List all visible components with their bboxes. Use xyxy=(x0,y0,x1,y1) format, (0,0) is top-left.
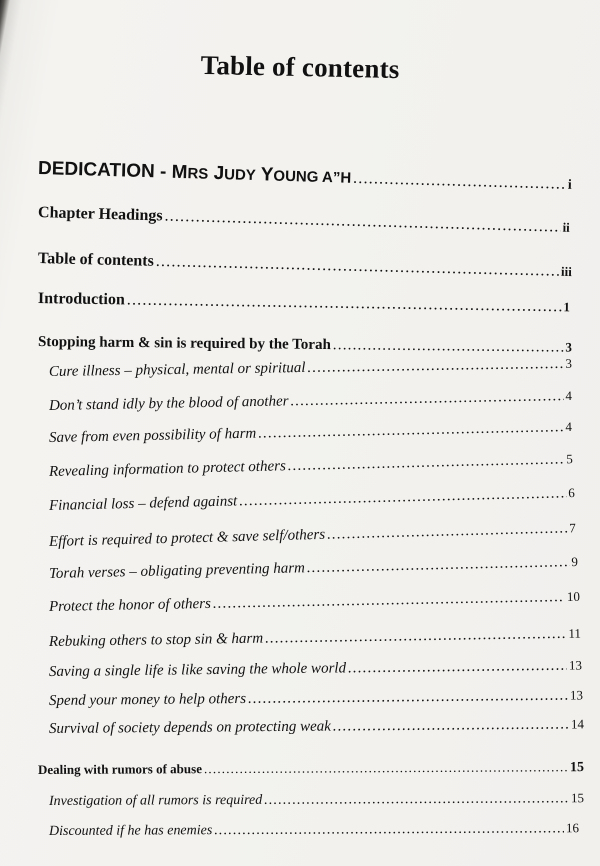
toc-leader-dots xyxy=(156,253,560,281)
toc-entry-label: Torah verses – obligating preventing harm xyxy=(48,560,306,582)
toc-entry-discounted-enemies[interactable] xyxy=(49,820,579,840)
toc-entry-page: i xyxy=(567,177,572,193)
toc-entry-label: Financial loss – defend against xyxy=(48,493,238,514)
toc-entry-label: Save from even possibility of harm xyxy=(48,425,257,446)
toc-entry-page: 15 xyxy=(569,760,585,776)
toc-entry-label: Discounted if he has enemies xyxy=(48,823,213,839)
toc-leader-dots xyxy=(333,716,569,735)
toc-entry-dealing-with-rumors[interactable] xyxy=(38,759,584,779)
toc-entry-page: 11 xyxy=(568,625,582,641)
toc-entry-dedication[interactable] xyxy=(38,158,572,195)
toc-entry-label: DEDICATION - MRS JUDY YOUNG A”H xyxy=(37,158,352,187)
toc-entry-page: 1 xyxy=(563,299,571,315)
toc-entry-saving-single-life[interactable] xyxy=(49,657,582,681)
toc-leader-dots xyxy=(307,356,563,377)
toc-entry-label: Introduction xyxy=(37,290,125,309)
toc-entry-page: 13 xyxy=(569,687,584,703)
toc-leader-dots xyxy=(333,337,564,356)
toc-leader-dots xyxy=(248,688,568,708)
toc-entry-label: Stopping harm & sin is required by the Torah xyxy=(37,334,331,354)
toc-entry-label: Investigation of all rumors is required xyxy=(48,792,263,809)
toc-entry-label: Chapter Headings xyxy=(37,204,163,225)
toc-entry-label: Don’t stand idly by the blood of another xyxy=(48,393,289,414)
toc-entry-page: 16 xyxy=(565,820,580,836)
toc-entry-page: ii xyxy=(562,219,571,235)
toc-leader-dots xyxy=(353,170,566,194)
toc-entry-financial-loss[interactable] xyxy=(49,485,575,515)
toc-entry-label: Protect the honor of others xyxy=(48,595,212,615)
toc-entry-page: 13 xyxy=(568,657,583,673)
toc-entry-survival-of-society[interactable] xyxy=(49,716,584,738)
page-title: Table of contents xyxy=(200,49,400,85)
toc-leader-dots xyxy=(214,821,564,839)
toc-leader-dots xyxy=(204,759,568,777)
toc-entry-label: Effort is required to protect & save self/others xyxy=(48,526,326,550)
toc-entry-page: 7 xyxy=(569,520,576,536)
toc-entry-torah-verses[interactable] xyxy=(49,554,578,583)
toc-leader-dots xyxy=(213,589,565,613)
toc-entry-page: 3 xyxy=(565,339,573,355)
toc-entry-label: Spend your money to help others xyxy=(48,690,247,709)
toc-entry-label: Dealing with rumors of abuse xyxy=(37,761,202,777)
toc-entry-page: 3 xyxy=(565,355,573,371)
toc-entry-rebuking-others[interactable] xyxy=(49,626,581,651)
toc-entry-label: Survival of society depends on protecting weak xyxy=(48,718,331,737)
toc-leader-dots xyxy=(127,291,562,316)
toc-leader-dots xyxy=(290,388,563,410)
toc-leader-dots xyxy=(307,554,570,577)
toc-leader-dots xyxy=(239,485,566,510)
toc-entry-effort-required[interactable] xyxy=(49,520,576,551)
toc-entry-spend-money[interactable] xyxy=(49,687,583,710)
toc-entry-label: Cure illness – physical, mental or spiritual xyxy=(48,359,306,380)
toc-leader-dots xyxy=(265,626,567,648)
toc-entry-page: 5 xyxy=(566,451,574,467)
toc-entry-page: 4 xyxy=(565,419,573,435)
toc-leader-dots xyxy=(348,658,567,678)
toc-entry-page: 9 xyxy=(571,554,579,570)
toc-entry-investigation-of-rumors[interactable] xyxy=(49,790,584,810)
toc-entry-label: Saving a single life is like saving the whole world xyxy=(48,660,347,680)
toc-entry-table-of-contents[interactable] xyxy=(38,250,572,281)
toc-entry-label: Rebuking others to stop sin & harm xyxy=(48,630,264,650)
toc-leader-dots xyxy=(264,791,569,809)
toc-leader-dots xyxy=(327,520,568,543)
toc-entry-revealing-information[interactable] xyxy=(49,451,573,481)
toc-entry-protect-honor[interactable] xyxy=(49,589,580,616)
toc-entry-dont-stand-idly[interactable] xyxy=(49,388,572,415)
toc-entry-save-from-harm[interactable] xyxy=(49,419,572,447)
toc-leader-dots xyxy=(258,419,563,442)
toc-entry-page: 6 xyxy=(568,485,576,501)
toc-entry-stopping-harm[interactable] xyxy=(38,334,572,357)
toc-entry-cure-illness[interactable] xyxy=(49,356,572,381)
toc-entry-introduction[interactable] xyxy=(38,290,570,316)
toc-entry-label: Table of contents xyxy=(37,250,155,270)
toc-entry-page: iii xyxy=(560,263,573,280)
toc-entry-page: 10 xyxy=(566,588,581,605)
toc-entry-label: Revealing information to protect others xyxy=(48,458,287,480)
toc-leader-dots xyxy=(288,451,565,475)
toc-entry-chapter-headings[interactable] xyxy=(38,204,570,237)
toc-entry-page: 15 xyxy=(570,790,585,806)
toc-entry-page: 14 xyxy=(570,716,585,732)
toc-leader-dots xyxy=(164,208,561,237)
toc-entry-page: 4 xyxy=(565,387,573,404)
